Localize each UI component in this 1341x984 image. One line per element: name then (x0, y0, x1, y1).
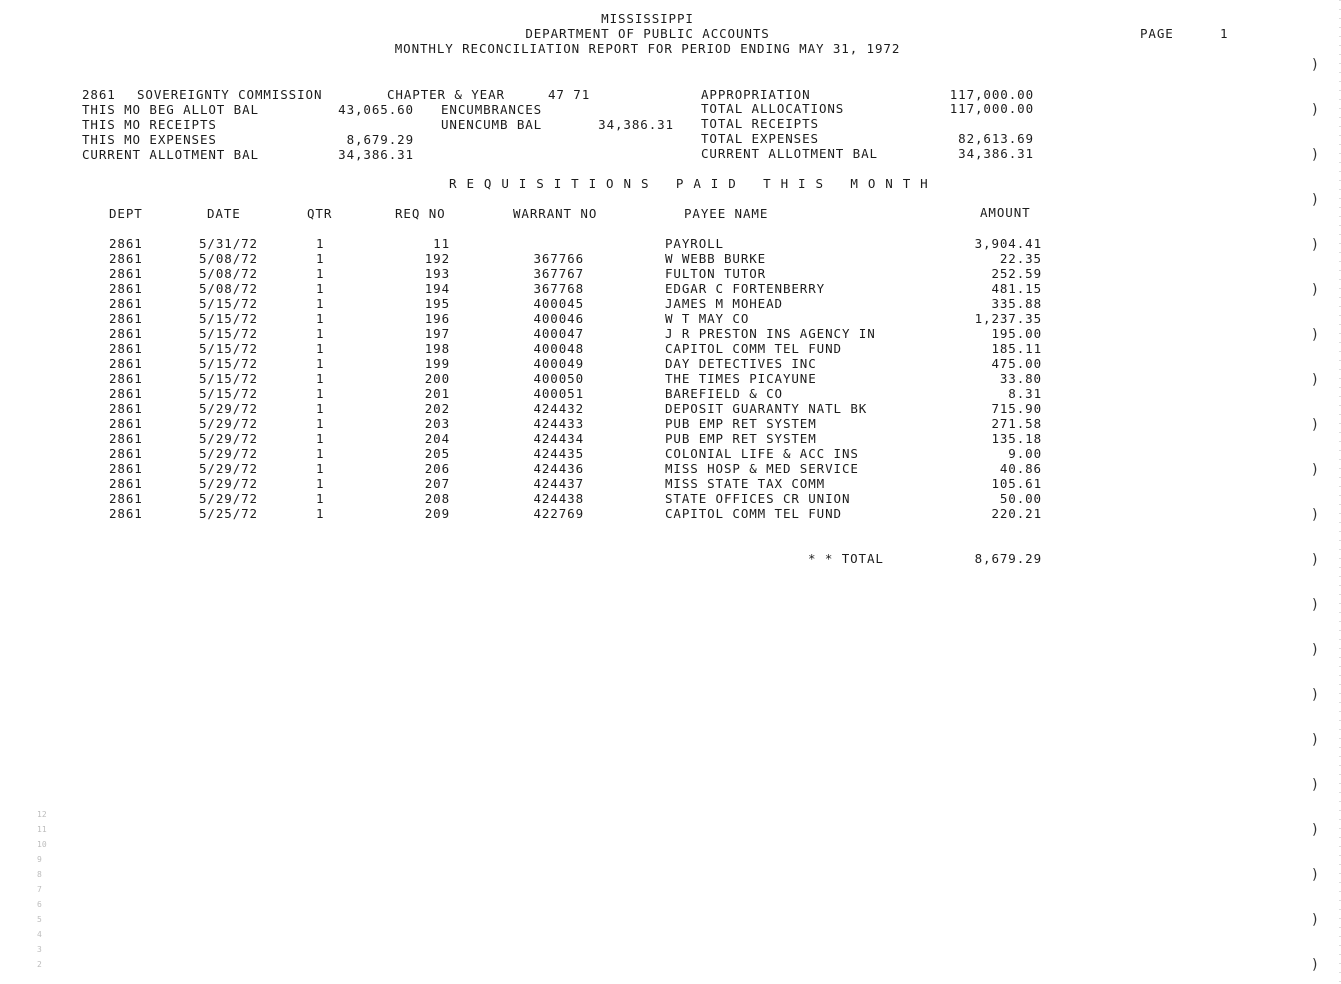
cell-amount: 185.11 (991, 341, 1042, 356)
cell-date: 5/08/72 (199, 251, 258, 266)
paren-mark-icon: ) (1312, 822, 1318, 838)
cell-amount: 475.00 (991, 356, 1042, 371)
cell-payee-name: COLONIAL LIFE & ACC INS (665, 446, 859, 461)
margin-number: 4 (37, 930, 42, 939)
cell-dept: 2861 (109, 326, 143, 341)
cell-date: 5/29/72 (199, 401, 258, 416)
summary-label: THIS MO EXPENSES (82, 132, 217, 147)
cell-warrant-no: 424433 (533, 416, 584, 431)
cell-warrant-no: 424432 (533, 401, 584, 416)
cell-payee-name: CAPITOL COMM TEL FUND (665, 506, 842, 521)
cell-dept: 2861 (109, 356, 143, 371)
cell-req-no: 203 (424, 416, 450, 431)
cell-qtr: 1 (316, 491, 325, 506)
cell-dept: 2861 (109, 296, 143, 311)
cell-warrant-no: 400048 (533, 341, 584, 356)
cell-date: 5/08/72 (199, 281, 258, 296)
summary-label: THIS MO RECEIPTS (82, 117, 217, 132)
cell-warrant-no: 400046 (533, 311, 584, 326)
cell-req-no: 199 (424, 356, 450, 371)
column-header-date: DATE (207, 206, 241, 221)
cell-payee-name: PUB EMP RET SYSTEM (665, 431, 817, 446)
cell-amount: 220.21 (991, 506, 1042, 521)
paren-mark-icon: ) (1312, 597, 1318, 613)
cell-dept: 2861 (109, 446, 143, 461)
cell-payee-name: THE TIMES PICAYUNE (665, 371, 817, 386)
cell-req-no: 197 (424, 326, 450, 341)
cell-dept: 2861 (109, 386, 143, 401)
cell-payee-name: W WEBB BURKE (665, 251, 767, 266)
margin-number: 12 (37, 810, 47, 819)
cell-qtr: 1 (316, 446, 325, 461)
total-label: * * TOTAL (808, 551, 884, 566)
summary-label: TOTAL ALLOCATIONS (701, 101, 845, 116)
dept-code: 2861 (82, 87, 116, 102)
cell-qtr: 1 (316, 386, 325, 401)
cell-payee-name: MISS STATE TAX COMM (665, 476, 826, 491)
margin-number: 3 (37, 945, 42, 954)
paren-mark-icon: ) (1312, 957, 1318, 973)
cell-dept: 2861 (109, 431, 143, 446)
summary-label: UNENCUMB BAL (441, 117, 543, 132)
cell-amount: 252.59 (991, 266, 1042, 281)
paren-mark-icon: ) (1312, 507, 1318, 523)
cell-warrant-no: 424435 (533, 446, 584, 461)
summary-value: 82,613.69 (958, 131, 1034, 146)
cell-warrant-no: 422769 (533, 506, 584, 521)
cell-req-no: 194 (424, 281, 450, 296)
cell-date: 5/15/72 (199, 296, 258, 311)
cell-req-no: 196 (424, 311, 450, 326)
cell-req-no: 192 (424, 251, 450, 266)
cell-warrant-no: 424438 (533, 491, 584, 506)
cell-date: 5/29/72 (199, 491, 258, 506)
cell-dept: 2861 (109, 401, 143, 416)
column-header-warrant-no: WARRANT NO (513, 206, 598, 221)
cell-req-no: 200 (424, 371, 450, 386)
cell-amount: 195.00 (991, 326, 1042, 341)
cell-qtr: 1 (316, 251, 325, 266)
state-title: MISSISSIPPI (601, 11, 694, 26)
column-header-req-no: REQ NO (395, 206, 446, 221)
cell-dept: 2861 (109, 266, 143, 281)
summary-label: TOTAL EXPENSES (701, 131, 819, 146)
margin-number: 7 (37, 885, 42, 894)
cell-payee-name: CAPITOL COMM TEL FUND (665, 341, 842, 356)
cell-req-no: 195 (424, 296, 450, 311)
cell-warrant-no: 400050 (533, 371, 584, 386)
cell-amount: 8.31 (1008, 386, 1042, 401)
cell-qtr: 1 (316, 281, 325, 296)
cell-payee-name: EDGAR C FORTENBERRY (665, 281, 826, 296)
cell-amount: 481.15 (991, 281, 1042, 296)
margin-number: 5 (37, 915, 42, 924)
margin-number: 11 (37, 825, 47, 834)
summary-value: 8,679.29 (346, 132, 414, 147)
cell-date: 5/29/72 (199, 431, 258, 446)
cell-amount: 22.35 (999, 251, 1042, 266)
paren-mark-icon: ) (1312, 687, 1318, 703)
cell-amount: 105.61 (991, 476, 1042, 491)
cell-payee-name: W T MAY CO (665, 311, 750, 326)
paren-mark-icon: ) (1312, 282, 1318, 298)
cell-req-no: 202 (424, 401, 450, 416)
cell-req-no: 207 (424, 476, 450, 491)
cell-warrant-no: 400051 (533, 386, 584, 401)
cell-amount: 1,237.35 (974, 311, 1042, 326)
cell-payee-name: FULTON TUTOR (665, 266, 767, 281)
cell-warrant-no: 400045 (533, 296, 584, 311)
cell-amount: 335.88 (991, 296, 1042, 311)
summary-label: APPROPRIATION (701, 87, 811, 102)
cell-payee-name: MISS HOSP & MED SERVICE (665, 461, 859, 476)
chapter-year-value: 47 71 (548, 87, 591, 102)
summary-label: ENCUMBRANCES (441, 102, 543, 117)
cell-warrant-no: 424436 (533, 461, 584, 476)
cell-qtr: 1 (316, 401, 325, 416)
cell-payee-name: BAREFIELD & CO (665, 386, 783, 401)
cell-dept: 2861 (109, 236, 143, 251)
summary-value: 117,000.00 (949, 87, 1034, 102)
cell-req-no: 201 (424, 386, 450, 401)
cell-amount: 50.00 (999, 491, 1042, 506)
cell-req-no: 198 (424, 341, 450, 356)
cell-amount: 9.00 (1008, 446, 1042, 461)
cell-qtr: 1 (316, 341, 325, 356)
cell-qtr: 1 (316, 356, 325, 371)
paren-mark-icon: ) (1312, 552, 1318, 568)
cell-qtr: 1 (316, 326, 325, 341)
department-title: DEPARTMENT OF PUBLIC ACCOUNTS (525, 26, 770, 41)
cell-payee-name: DEPOSIT GUARANTY NATL BK (665, 401, 868, 416)
cell-dept: 2861 (109, 371, 143, 386)
cell-req-no: 11 (433, 236, 450, 251)
cell-req-no: 204 (424, 431, 450, 446)
cell-date: 5/29/72 (199, 446, 258, 461)
cell-warrant-no: 367767 (533, 266, 584, 281)
paren-mark-icon: ) (1312, 642, 1318, 658)
cell-payee-name: J R PRESTON INS AGENCY IN (665, 326, 876, 341)
cell-dept: 2861 (109, 461, 143, 476)
cell-payee-name: PAYROLL (665, 236, 724, 251)
cell-amount: 33.80 (999, 371, 1042, 386)
paren-mark-icon: ) (1312, 102, 1318, 118)
cell-dept: 2861 (109, 311, 143, 326)
cell-dept: 2861 (109, 341, 143, 356)
cell-dept: 2861 (109, 251, 143, 266)
cell-date: 5/15/72 (199, 386, 258, 401)
cell-date: 5/29/72 (199, 476, 258, 491)
cell-warrant-no: 367768 (533, 281, 584, 296)
total-value: 8,679.29 (974, 551, 1042, 566)
cell-dept: 2861 (109, 416, 143, 431)
paren-mark-icon: ) (1312, 732, 1318, 748)
cell-date: 5/15/72 (199, 311, 258, 326)
cell-qtr: 1 (316, 476, 325, 491)
summary-label: THIS MO BEG ALLOT BAL (82, 102, 259, 117)
summary-value: 34,386.31 (598, 117, 674, 132)
cell-warrant-no: 424437 (533, 476, 584, 491)
summary-value: 43,065.60 (338, 102, 414, 117)
cell-date: 5/08/72 (199, 266, 258, 281)
summary-label: CURRENT ALLOTMENT BAL (82, 147, 259, 162)
cell-date: 5/15/72 (199, 356, 258, 371)
summary-label: TOTAL RECEIPTS (701, 116, 819, 131)
cell-amount: 135.18 (991, 431, 1042, 446)
cell-qtr: 1 (316, 416, 325, 431)
cell-dept: 2861 (109, 506, 143, 521)
column-header-amount: AMOUNT (980, 205, 1031, 220)
cell-qtr: 1 (316, 431, 325, 446)
cell-req-no: 206 (424, 461, 450, 476)
paren-mark-icon: ) (1312, 462, 1318, 478)
paren-mark-icon: ) (1312, 867, 1318, 883)
cell-qtr: 1 (316, 461, 325, 476)
cell-dept: 2861 (109, 491, 143, 506)
margin-number: 10 (37, 840, 47, 849)
cell-amount: 3,904.41 (974, 236, 1042, 251)
dept-name: SOVEREIGNTY COMMISSION (137, 87, 323, 102)
paren-mark-icon: ) (1312, 237, 1318, 253)
page-label: PAGE (1140, 26, 1174, 41)
cell-req-no: 208 (424, 491, 450, 506)
cell-date: 5/15/72 (199, 326, 258, 341)
column-header-payee-name: PAYEE NAME (684, 206, 769, 221)
paren-mark-icon: ) (1312, 57, 1318, 73)
paren-mark-icon: ) (1312, 192, 1318, 208)
cell-dept: 2861 (109, 281, 143, 296)
cell-qtr: 1 (316, 371, 325, 386)
cell-warrant-no: 367766 (533, 251, 584, 266)
summary-value: 117,000.00 (949, 101, 1034, 116)
paren-mark-icon: ) (1312, 912, 1318, 928)
cell-date: 5/15/72 (199, 341, 258, 356)
summary-value: 34,386.31 (958, 146, 1034, 161)
cell-req-no: 205 (424, 446, 450, 461)
cell-warrant-no: 400047 (533, 326, 584, 341)
paren-mark-icon: ) (1312, 777, 1318, 793)
chapter-year-label: CHAPTER & YEAR (387, 87, 505, 102)
cell-warrant-no: 424434 (533, 431, 584, 446)
cell-qtr: 1 (316, 236, 325, 251)
cell-req-no: 193 (424, 266, 450, 281)
summary-value: 34,386.31 (338, 147, 414, 162)
cell-date: 5/15/72 (199, 371, 258, 386)
cell-warrant-no: 400049 (533, 356, 584, 371)
cell-dept: 2861 (109, 476, 143, 491)
column-header-qtr: QTR (307, 206, 333, 221)
page-number: 1 (1220, 26, 1229, 41)
paren-mark-icon: ) (1312, 327, 1318, 343)
cell-amount: 271.58 (991, 416, 1042, 431)
cell-amount: 40.86 (999, 461, 1042, 476)
margin-number: 9 (37, 855, 42, 864)
paren-mark-icon: ) (1312, 417, 1318, 433)
cell-qtr: 1 (316, 311, 325, 326)
cell-payee-name: PUB EMP RET SYSTEM (665, 416, 817, 431)
cell-qtr: 1 (316, 296, 325, 311)
cell-date: 5/25/72 (199, 506, 258, 521)
cell-amount: 715.90 (991, 401, 1042, 416)
cell-qtr: 1 (316, 506, 325, 521)
cell-payee-name: JAMES M MOHEAD (665, 296, 783, 311)
summary-label: CURRENT ALLOTMENT BAL (701, 146, 878, 161)
column-header-dept: DEPT (109, 206, 143, 221)
section-title: R E Q U I S I T I O N S P A I D T H I S M O N T H (449, 176, 929, 191)
report-title: MONTHLY RECONCILIATION REPORT FOR PERIOD ENDING MAY 31, 1972 (394, 41, 901, 56)
margin-number: 2 (37, 960, 42, 969)
paren-mark-icon: ) (1312, 372, 1318, 388)
cell-date: 5/31/72 (199, 236, 258, 251)
cell-date: 5/29/72 (199, 416, 258, 431)
cell-date: 5/29/72 (199, 461, 258, 476)
cell-payee-name: STATE OFFICES CR UNION (665, 491, 851, 506)
cell-payee-name: DAY DETECTIVES INC (665, 356, 817, 371)
margin-number: 8 (37, 870, 42, 879)
cell-req-no: 209 (424, 506, 450, 521)
cell-qtr: 1 (316, 266, 325, 281)
paren-mark-icon: ) (1312, 147, 1318, 163)
margin-number: 6 (37, 900, 42, 909)
